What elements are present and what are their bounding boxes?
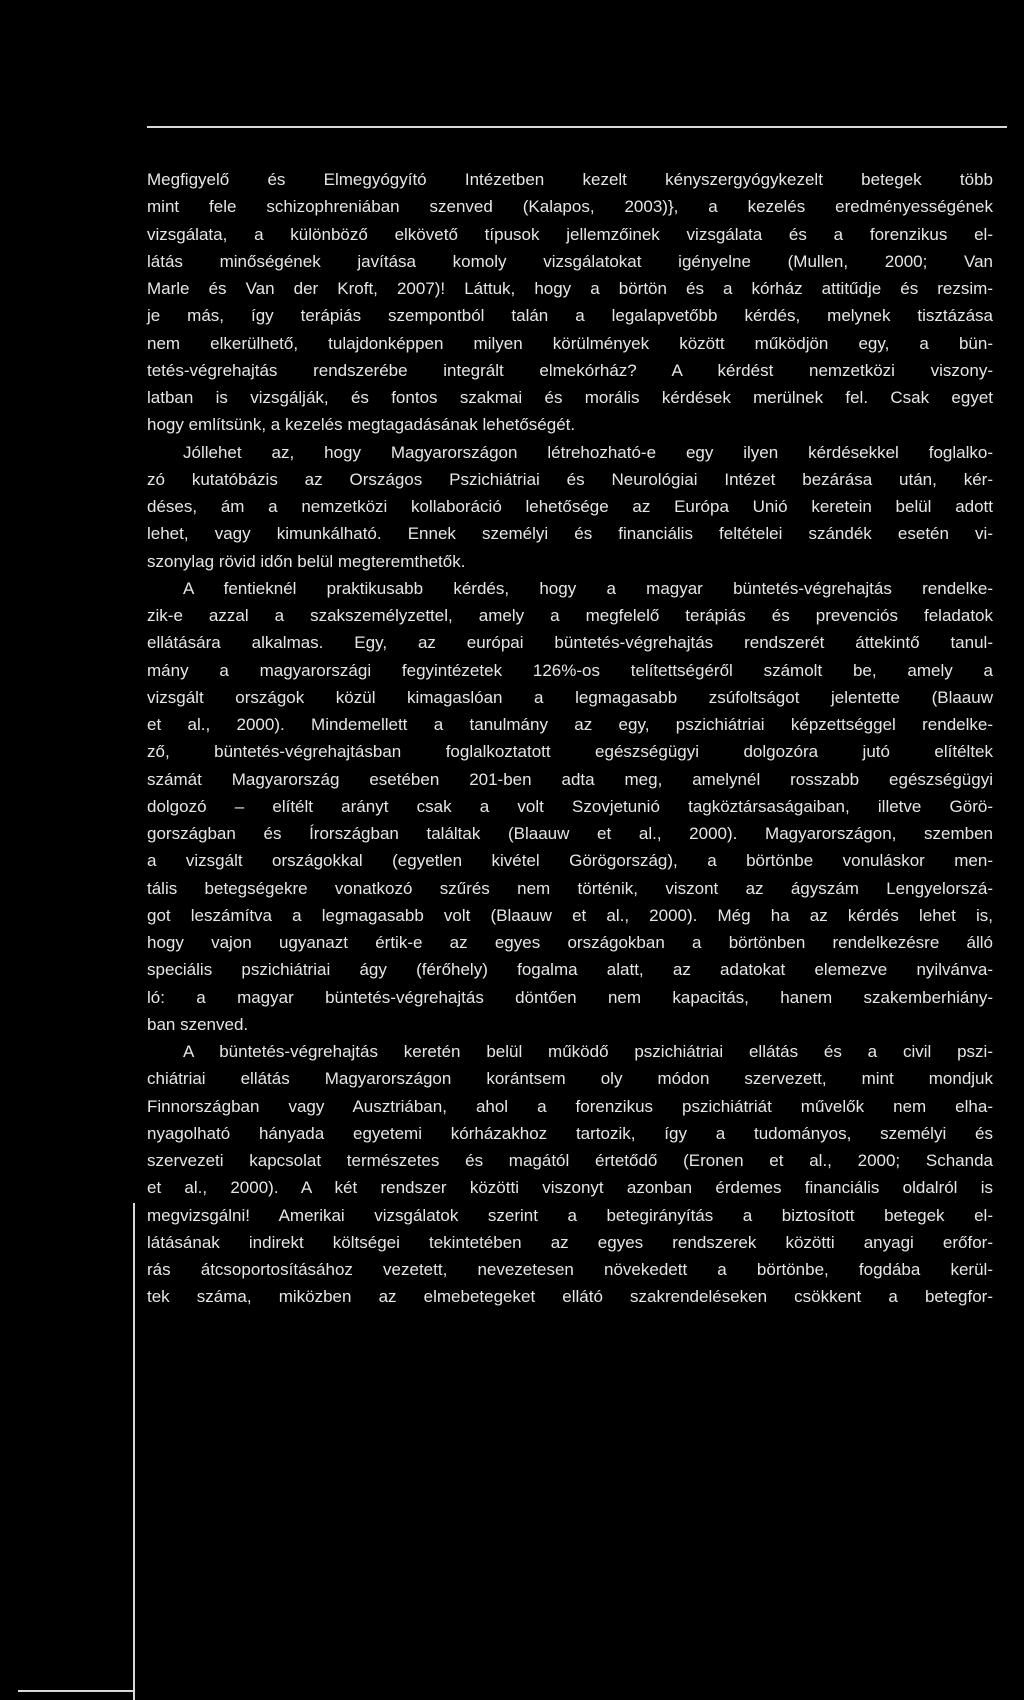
text-line: látás minőségének javítása komoly vizsgálatokat igényelne (Mullen, 2000; Van [147,251,993,271]
text-line: je más, így terápiás szempontból talán a legalapvetőbb kérdés, melynek tisztázása [147,306,993,326]
margin-rule-horizontal [18,1690,135,1692]
text-line: rás átcsoportosításához vezetett, nevezetesen növekedett a börtönbe, fogdába kerül- [147,1260,993,1279]
text-line: tek száma, miközben az elmebetegeket ellátó szakrendeléseken csökkent a betegfor- [147,1287,993,1307]
text-line: latban is vizsgálják, és fontos szakmai és morális kérdések merülnek fel. Csak egyet [147,388,993,407]
text-line: got leszámítva a legmagasabb volt (Blaauw et al., 2000). Még ha az kérdés lehet is, [147,905,993,925]
margin-rule-vertical [133,1203,135,1700]
text-line: et al., 2000). A két rendszer közötti viszonyt azonban érdemes financiális oldalról is [147,1178,993,1198]
text-line: speciális pszichiátriai ágy (férőhely) fogalma alatt, az adatokat elemezve nyilvánva- [147,960,993,980]
text-line: nyagolható hányada egyetemi kórházakhoz tartozik, így a tudományos, személyi és [147,1123,993,1143]
text-line: szonylag rövid időn belül megteremthetők. [147,551,466,571]
top-rule [147,126,1007,128]
text-line: vizsgált országok közül kimagaslóan a legmagasabb zsúfoltságot jelentette (Blaauw [147,687,993,707]
text-line: Finnországban vagy Ausztriában, ahol a forenzikus pszichiátriát művelők nem elha- [147,1096,993,1116]
text-line: et al., 2000). Mindemellett a tanulmány az egy, pszichiátriai képzettséggel rendelke- [147,715,993,734]
text-line: szervezeti kapcsolat természetes és magától értetődő (Eronen et al., 2000; Schanda [147,1151,993,1170]
text-line: ellátására alkalmas. Egy, az európai büntetés-végrehajtás rendszerét áttekintő tanul- [147,633,993,653]
text-line: lehet, vagy kimunkálható. Ennek személyi és financiális feltételei szándék esetén vi- [147,524,993,544]
text-line: látásának indirekt költségei tekintetében az egyes rendszerek közötti anyagi erőfor- [147,1232,993,1252]
text-line: chiátriai ellátás Magyarországon korántsem oly módon szervezett, mint mondjuk [147,1069,993,1089]
text-line: számát Magyarország esetében 201-ben adta meg, amelynél rosszabb egészségügyi [147,769,993,789]
text-line: déses, ám a nemzetközi kollaboráció lehetősége az Európa Unió keretein belül adott [147,497,993,516]
text-line: Megfigyelő és Elmegyógyító Intézetben kezelt kényszergyógykezelt betegek több [147,170,993,189]
text-line: mány a magyarországi fegyintézetek 126%-os telítettségéről számolt be, amely a [147,660,993,680]
text-line: ban szenved. [147,1014,249,1034]
body-text [147,166,993,1311]
paragraph-start-line: A büntetés-végrehajtás keretén belül működő pszichiátriai ellátás és a civil pszi- [183,1042,993,1061]
text-line: tetés-végrehajtás rendszerébe integrált elmekórház? A kérdést nemzetközi viszony- [147,360,993,380]
text-line: gországban és Írországban találtak (Blaauw et al., 2000). Magyarországon, szemben [147,824,993,843]
paragraph-start-line: A fentieknél praktikusabb kérdés, hogy a magyar büntetés-végrehajtás rendelke- [183,578,993,598]
text-line: zó kutatóbázis az Országos Pszichiátriai és Neurológiai Intézet bezárása után, kér- [147,469,993,489]
text-line: megvizsgálni! Amerikai vizsgálatok szerint a betegirányítás a biztosított betegek el- [147,1205,993,1225]
text-line: Marle és Van der Kroft, 2007)! Láttuk, hogy a börtön és a kórház attitűdje és rezsim- [147,279,993,298]
text-line: hogy vajon ugyanazt értik-e az egyes országokban a börtönben rendelkezésre álló [147,933,993,952]
text-line: zik-e azzal a szakszemélyzettel, amely a megfelelő terápiás és prevenciós feladatok [147,606,993,625]
text-line: tális betegségekre vonatkozó szűrés nem történik, viszont az ágyszám Lengyelorszá- [147,878,993,898]
text-line: mint fele schizophreniában szenved (Kalapos, 2003)}, a kezelés eredményességének [147,197,993,217]
text-line: ló: a magyar büntetés-végrehajtás döntően nem kapacitás, hanem szakemberhiány- [147,987,993,1007]
text-line: a vizsgált országokkal (egyetlen kivétel Görögország), a börtönbe vonuláskor men- [147,851,993,871]
paragraph-start-line: Jóllehet az, hogy Magyarországon létrehozható-e egy ilyen kérdésekkel foglalko- [183,442,993,462]
text-line: nem elkerülhető, tulajdonképpen milyen körülmények között működjön egy, a bün- [147,333,993,353]
text-line: hogy említsünk, a kezelés megtagadásának lehetőségét. [147,415,576,435]
text-line: dolgozó – elítélt arányt csak a volt Szovjetunió tagköztársaságaiban, illetve Görö- [147,796,993,816]
text-line: ző, büntetés-végrehajtásban foglalkoztatott egészségügyi dolgozóra jutó elítéltek [147,742,993,762]
text-line: vizsgálata, a különböző elkövető típusok jellemzőinek vizsgálata és a forenzikus el- [147,224,993,244]
